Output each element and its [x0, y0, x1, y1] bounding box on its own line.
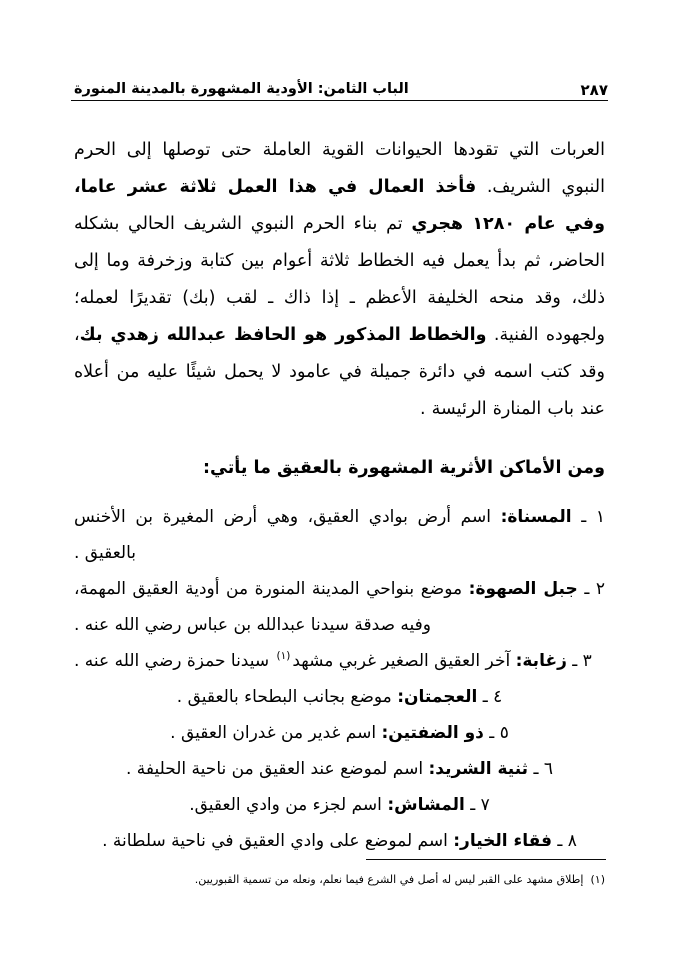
list-item-label: ثنية الشريد:: [428, 759, 529, 779]
list-item-label: فقاء الخيار:: [453, 831, 552, 851]
page-number: ٢٨٧: [580, 80, 608, 99]
paragraph-1: [74, 132, 605, 428]
list-item-text: اسم أرض بوادي العقيق، وهي أرض المغيرة بن الأخنس بالعقيق .: [74, 507, 501, 563]
footnote-separator-rule: [366, 859, 606, 860]
list-item: [74, 643, 605, 679]
list-item-marker: ١ ـ: [581, 507, 606, 527]
list-item-text-after: سيدنا حمزة رضي الله عنه .: [74, 651, 275, 671]
list-item-label: جبل الصهوة:: [468, 579, 578, 599]
body-text: [74, 132, 605, 859]
list-item-text: موضع بنواحي المدينة المنورة من أودية العقيق المهمة، وفيه صدقة سيدنا عبدالله بن عباس رضي الله عنه .: [74, 579, 469, 635]
paragraph-1-run-1: العربات التي تقودها الحيوانات القوية العاملة حتى توصلها إلى الحرم النبوي الشريف.: [74, 140, 605, 197]
running-head-title: الباب الثامن: الأودية المشهورة بالمدينة المنورة: [74, 81, 409, 98]
footnote-number: (١): [590, 873, 605, 886]
paragraph-1-run-2: تم بناء الحرم النبوي الشريف الحالي بشكله الحاضر، ثم بدأ يعمل فيه الخطاط ثلاثة أعوام بين كتابة وزخرفة وما إلى ذلك، وقد منحه الخليفة الأعظم ـ إذا ذاك ـ لقب (بك) تقديرًا لعمله؛ ولجهوده الفنية.: [74, 214, 606, 345]
places-list: [74, 499, 605, 859]
footnote-area: [74, 871, 605, 889]
list-item: [74, 499, 605, 571]
running-head: [74, 68, 608, 98]
list-item-label: زغابة:: [515, 651, 567, 671]
list-item-marker: ٨ ـ: [557, 831, 577, 851]
list-item-marker: ٥ ـ: [489, 723, 509, 743]
list-item: [74, 787, 605, 823]
paragraph-1-run-3: ، وقد كتب اسمه في دائرة جميلة في عامود لا يحمل شيئًا عليه من أعلاه عند باب المنارة الرئيسة .: [74, 325, 605, 419]
list-item-text: اسم لجزء من وادي العقيق.: [189, 795, 388, 815]
list-item: [74, 715, 605, 751]
list-item: [74, 823, 605, 859]
paragraph-1-bold-2: والخطاط المذكور هو الحافظ عبدالله زهدي بك: [79, 325, 487, 345]
header-rule: [71, 100, 608, 101]
footnote-item: [74, 871, 605, 889]
footnote-reference[interactable]: (١): [276, 650, 291, 663]
list-item-marker: ٣ ـ: [572, 651, 592, 671]
list-item-text: اسم غدير من غدران العقيق .: [170, 723, 382, 743]
list-item-text: اسم لموضع على وادي العقيق في ناحية سلطانة .: [102, 831, 454, 851]
list-item-label: ذو الضفتين:: [381, 723, 484, 743]
section-intro-line: ومن الأماكن الأثرية المشهورة بالعقيق ما يأتي:: [202, 458, 605, 478]
paragraph-1-bold-1: فأخذ العمال في هذا العمل ثلاثة عشر عاما، وفي عام ١٢٨٠ هجري: [74, 177, 606, 234]
list-item-marker: ٦ ـ: [533, 759, 553, 779]
list-item-label: المسناة:: [500, 507, 572, 527]
list-item-marker: ٤ ـ: [482, 687, 503, 707]
list-item-label: العجمتان:: [397, 687, 478, 707]
list-item: [74, 751, 605, 787]
list-item: [74, 571, 605, 643]
list-item-marker: ٧ ـ: [470, 795, 490, 815]
list-item-text: آخر العقيق الصغير غربي مشهد: [292, 651, 516, 671]
list-item-marker: ٢ ـ: [584, 579, 605, 599]
list-item: [74, 679, 605, 715]
list-item-text: موضع بجانب البطحاء بالعقيق .: [176, 687, 398, 707]
list-item-text: اسم لموضع عند العقيق من ناحية الحليفة .: [126, 759, 429, 779]
footnote-text: إطلاق مشهد على القبر ليس له أصل في الشرع فيما نعلم، ونعله من تسمية القبوريين.: [194, 873, 584, 886]
list-item-label: المشاش:: [387, 795, 465, 815]
